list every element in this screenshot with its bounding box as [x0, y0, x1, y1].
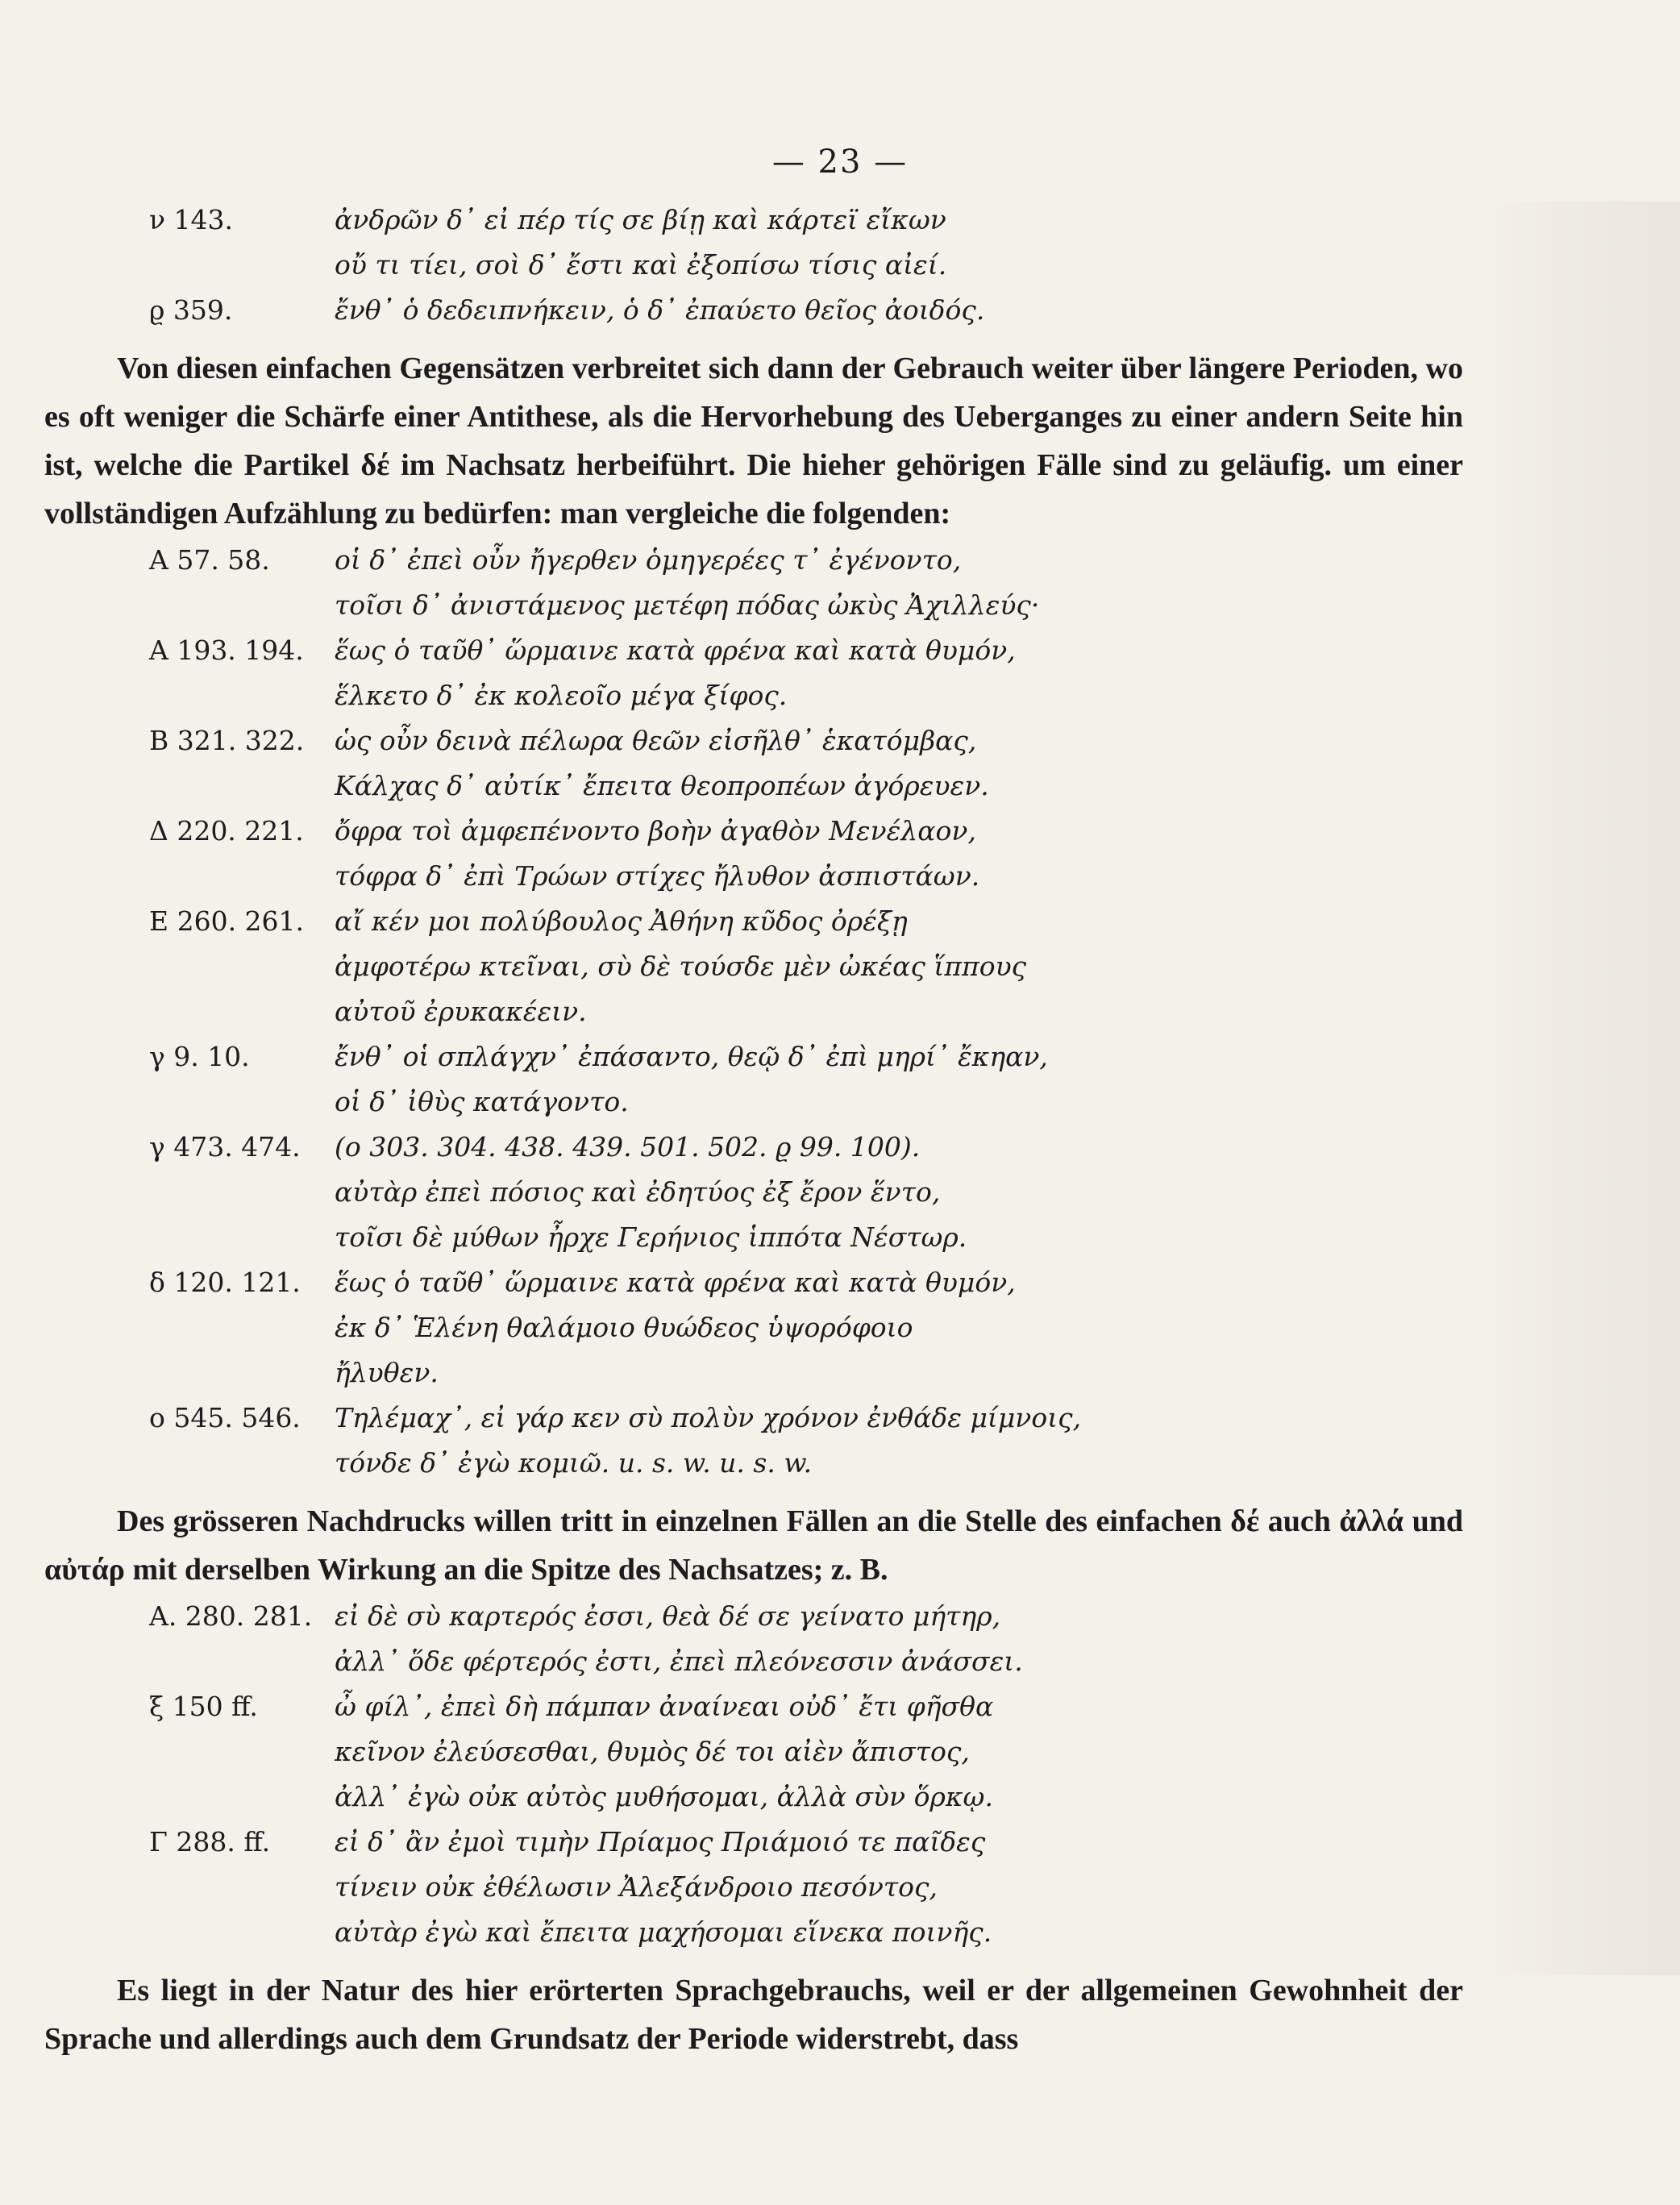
greek-verse-line: τόνδε δ᾽ ἐγὼ κομιῶ. u. s. w. u. s. w. — [335, 1447, 813, 1479]
greek-verse-line: ἔνθ᾽ οἱ σπλάγχν᾽ ἐπάσαντο, θεῷ δ᾽ ἐπὶ μηρί᾽ ἔκηαν, — [335, 1041, 1048, 1072]
greek-verse-line: εἰ δ᾽ ἂν ἐμοὶ τιμὴν Πρίαμος Πριάμοιό τε παῖδες — [335, 1826, 986, 1858]
citation-reference: Α. 280. 281. — [149, 1600, 313, 1632]
greek-verse-line: αὐτοῦ ἐρυκακέειν. — [335, 996, 587, 1027]
citation-reference: Α 193. 194. — [149, 634, 304, 666]
citation-row — [44, 1125, 1463, 1170]
citation-continuation — [44, 1729, 1463, 1774]
citation-reference: γ 473. 474. — [149, 1131, 301, 1163]
citation-block-3 — [44, 1594, 1463, 1955]
citation-row — [44, 198, 1463, 243]
greek-verse-line: ἕως ὁ ταῦθ᾽ ὥρμαινε κατὰ φρένα καὶ κατὰ θυμόν, — [335, 634, 1016, 666]
greek-verse-line: οἱ δ᾽ ἰθὺς κατάγοντο. — [335, 1086, 629, 1117]
citation-continuation — [44, 1910, 1463, 1955]
greek-verse-line: ἀλλ᾽ ἐγὼ οὐκ αὐτὸς μυθήσομαι, ἀλλὰ σὺν ὅρκῳ. — [335, 1781, 993, 1812]
citation-reference: Ε 260. 261. — [149, 905, 305, 937]
citation-row — [44, 718, 1463, 763]
bleed-through-shadow — [1470, 202, 1680, 1975]
greek-verse-line: οἱ δ᾽ ἐπεὶ οὖν ἤγερθεν ὁμηγερέες τ᾽ ἐγένοντο, — [335, 544, 962, 576]
citation-row — [44, 1684, 1463, 1729]
greek-verse-line: οὔ τι τίει, σοὶ δ᾽ ἔστι καὶ ἐξοπίσω τίσις αἰεί. — [335, 249, 947, 281]
greek-verse-line: ἤλυθεν. — [335, 1357, 439, 1388]
citation-continuation — [44, 243, 1463, 288]
greek-verse-line: αἴ κέν μοι πολύβουλος Ἀθήνη κῦδος ὀρέξῃ — [335, 905, 908, 937]
paragraph-2: Des grösseren Nachdrucks willen tritt in einzelnen Fällen an die Stelle des einfachen δέ auch ἀλλά und αὐτάρ mit derselben Wirkung an die Spitze des Nachsatzes; z. B. — [44, 1504, 1463, 1587]
citation-row — [44, 1396, 1463, 1441]
citation-continuation — [44, 1865, 1463, 1910]
citation-row — [44, 1820, 1463, 1865]
citation-continuation — [44, 854, 1463, 899]
greek-verse-line: εἰ δὲ σὺ καρτερός ἐσσι, θεὰ δέ σε γείνατο μήτηρ, — [335, 1600, 1001, 1632]
citation-continuation — [44, 989, 1463, 1034]
greek-verse-line: ἐκ δ᾽ Ἑλένη θαλάμοιο θυώδεος ὑψορόφοιο — [335, 1312, 913, 1343]
greek-verse-line: (ο 303. 304. 438. 439. 501. 502. ϱ 99. 100). — [335, 1131, 921, 1163]
greek-verse-line: ἕλκετο δ᾽ ἐκ κολεοῖο μέγα ξίφος. — [335, 680, 788, 711]
greek-verse-line: ἀνδρῶν δ᾽ εἰ πέρ τίς σε βίῃ καὶ κάρτεϊ εἴκων — [335, 204, 946, 235]
citation-continuation — [44, 1774, 1463, 1820]
citation-continuation — [44, 673, 1463, 718]
citation-reference: Δ 220. 221. — [149, 815, 304, 847]
citation-continuation — [44, 1441, 1463, 1486]
citation-continuation — [44, 944, 1463, 989]
citation-continuation — [44, 763, 1463, 809]
greek-verse-line: ὦ φίλ᾽, ἐπεὶ δὴ πάμπαν ἀναίνεαι οὐδ᾽ ἔτι φῆσθα — [335, 1691, 994, 1722]
citation-block-1 — [44, 198, 1463, 333]
citation-continuation — [44, 1305, 1463, 1350]
citation-reference: δ 120. 121. — [149, 1267, 301, 1298]
greek-verse-line: αὐτὰρ ἐπεὶ πόσιος καὶ ἐδητύος ἐξ ἔρον ἕντο, — [335, 1176, 941, 1208]
citation-continuation — [44, 1080, 1463, 1125]
citation-block-2 — [44, 538, 1463, 1486]
citation-row — [44, 1034, 1463, 1080]
citation-reference: ξ 150 ff. — [149, 1691, 258, 1722]
citation-continuation — [44, 1215, 1463, 1260]
greek-verse-line: τοῖσι δ᾽ ἀνιστάμενος μετέφη πόδας ὠκὺς Ἀχιλλεύς· — [335, 589, 1040, 621]
citation-row — [44, 538, 1463, 583]
greek-verse-line: τίνειν οὐκ ἐθέλωσιν Ἀλεξάνδροιο πεσόντος, — [335, 1871, 938, 1903]
greek-verse-line: τοῖσι δὲ μύθων ἦρχε Γερήνιος ἱππότα Νέστωρ. — [335, 1221, 967, 1253]
citation-reference: ϱ 359. — [149, 294, 233, 326]
greek-verse-line: ἀλλ᾽ ὅδε φέρτερός ἐστι, ἐπεὶ πλεόνεσσιν ἀνάσσει. — [335, 1645, 1023, 1677]
page-content — [44, 198, 1463, 2063]
paragraph-1: Von diesen einfachen Gegensätzen verbreitet sich dann der Gebrauch weiter über längere Perioden, wo es oft weniger die Schärfe einer Antithese, als die Hervorhebung des Ueberganges zu einer andern Seite hin ist, welche die Partikel δέ im Nachsatz herbeiführt. Die hieher gehörigen Fälle sind zu geläufig. um einer vollständigen Aufzählung zu bedürfen: man vergleiche die folgenden: — [44, 352, 1463, 530]
citation-continuation — [44, 1350, 1463, 1396]
citation-reference: Γ 288. ff. — [149, 1826, 271, 1858]
citation-reference: ν 143. — [149, 204, 234, 235]
greek-verse-line: ὡς οὖν δεινὰ πέλωρα θεῶν εἰσῆλθ᾽ ἑκατόμβας, — [335, 725, 977, 756]
greek-verse-line: ἕως ὁ ταῦθ᾽ ὥρμαινε κατὰ φρένα καὶ κατὰ θυμόν, — [335, 1267, 1016, 1298]
greek-verse-line: ἀμφοτέρω κτεῖναι, σὺ δὲ τούσδε μὲν ὠκέας ἵππους — [335, 951, 1027, 982]
citation-continuation — [44, 1170, 1463, 1215]
citation-row — [44, 1594, 1463, 1639]
citation-row — [44, 288, 1463, 333]
citation-reference: Β 321. 322. — [149, 725, 305, 756]
greek-verse-line: τόφρα δ᾽ ἐπὶ Τρώων στίχες ἤλυθον ἀσπιστάων. — [335, 860, 980, 892]
citation-row — [44, 1260, 1463, 1305]
greek-verse-line: Τηλέμαχ᾽, εἰ γάρ κεν σὺ πολὺν χρόνον ἐνθάδε μίμνοις, — [335, 1402, 1082, 1433]
citation-row — [44, 809, 1463, 854]
greek-verse-line: ἔνθ᾽ ὁ δεδειπνήκειν, ὁ δ᾽ ἐπαύετο θεῖος ἀοιδός. — [335, 294, 985, 326]
page-number: — 23 — — [771, 144, 909, 181]
greek-verse-line: Κάλχας δ᾽ αὐτίκ᾽ ἔπειτα θεοπροπέων ἀγόρευεν. — [335, 770, 989, 801]
paragraph-3: Es liegt in der Natur des hier erörterten Sprachgebrauchs, weil er der allgemeinen Gewohnheit der Sprache und allerdings auch dem Grundsatz der Periode widerstrebt, dass — [44, 1974, 1463, 2056]
greek-verse-line: αὐτὰρ ἐγὼ καὶ ἔπειτα μαχήσομαι εἵνεκα ποινῆς. — [335, 1916, 992, 1948]
citation-row — [44, 628, 1463, 673]
citation-continuation — [44, 1639, 1463, 1684]
citation-reference: Α 57. 58. — [149, 544, 270, 576]
citation-reference: γ 9. 10. — [149, 1041, 250, 1072]
citation-row — [44, 899, 1463, 944]
citation-reference: ο 545. 546. — [149, 1402, 301, 1433]
citation-continuation — [44, 583, 1463, 628]
greek-verse-line: ὄφρα τοὶ ἀμφεπένοντο βοὴν ἀγαθὸν Μενέλαον, — [335, 815, 976, 847]
greek-verse-line: κεῖνον ἐλεύσεσθαι, θυμὸς δέ τοι αἰὲν ἄπιστος, — [335, 1736, 970, 1767]
